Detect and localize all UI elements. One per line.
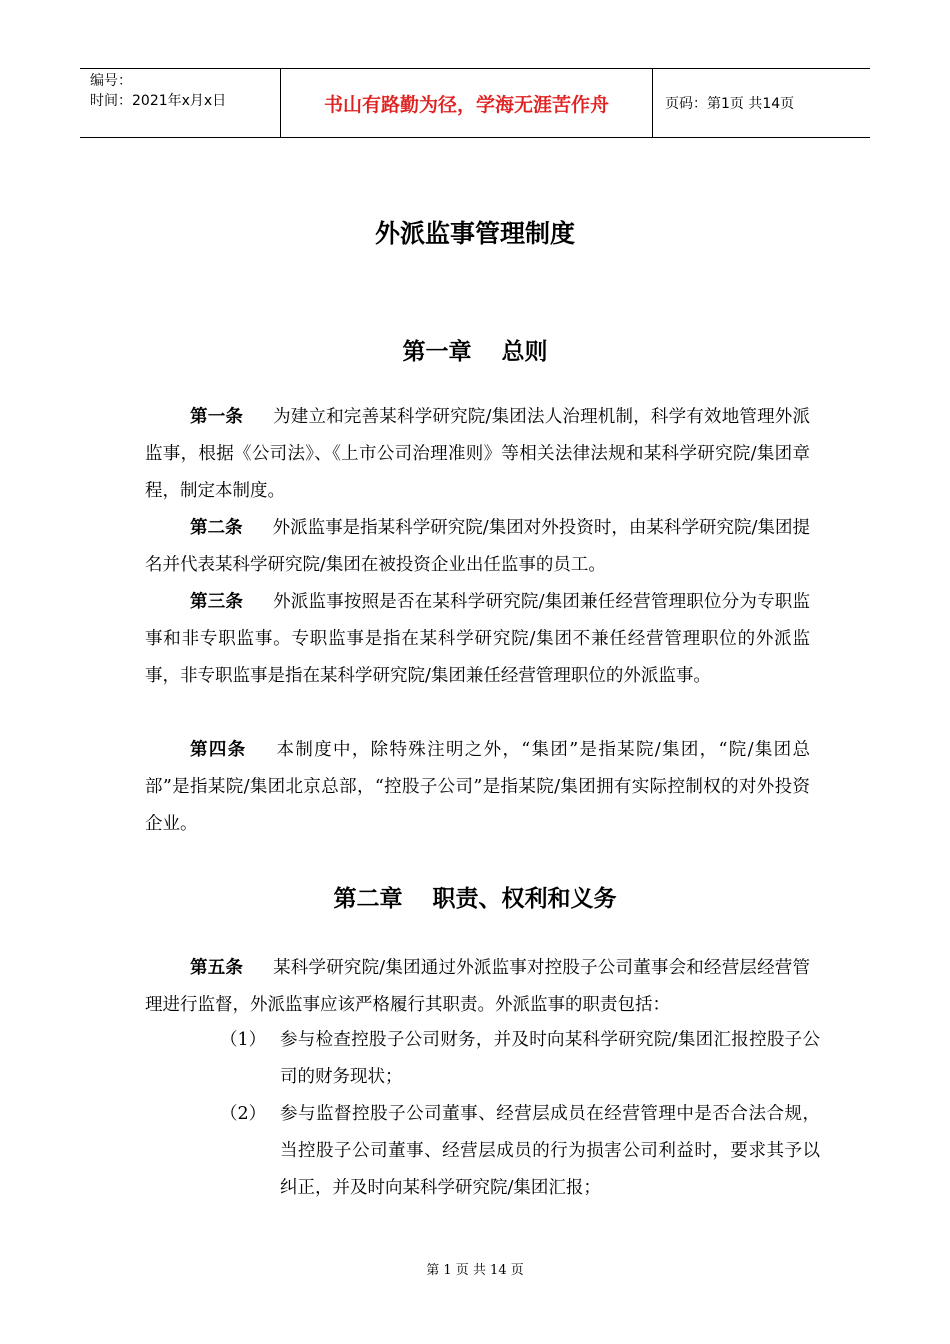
page-footer: 第 1 页 共 14 页 bbox=[426, 1263, 524, 1278]
list-item-2 bbox=[220, 1096, 820, 1207]
item-text: 参与监督控股子公司董事、经营层成员在经营管理中是否合法合规，当控股子公司董事、经营层成员的行为损害公司利益时，要求其予以纠正，并及时向某科学研究院/集团汇报； bbox=[280, 1104, 820, 1198]
article-text: 外派监事按照是否在某科学研究院/集团兼任经营管理职位分为专职监事和非专职监事。专职监事是指在某科学研究院/集团不兼任经营管理职位的外派监事，非专职监事是指在某科学研究院/集团兼任经营管理职位的外派监事。 bbox=[145, 592, 810, 686]
chapter-heading-2 bbox=[0, 880, 950, 913]
chapter-name: 职责、权利和义务 bbox=[432, 886, 617, 912]
article-label: 第四条 bbox=[190, 740, 247, 760]
item-number: （2） bbox=[220, 1104, 267, 1124]
chapter-label: 第一章 bbox=[402, 339, 472, 365]
item-text: 参与检查控股子公司财务，并及时向某科学研究院/集团汇报控股子公司的财务现状； bbox=[280, 1030, 820, 1087]
document-title: 外派监事管理制度 bbox=[374, 219, 575, 248]
article-text: 为建立和完善某科学研究院/集团法人治理机制，科学有效地管理外派监事，根据《公司法》、《上市公司治理准则》等相关法律法规和某科学研究院/集团章程，制定本制度。 bbox=[145, 407, 810, 501]
article-label: 第五条 bbox=[190, 958, 244, 978]
list-item-1 bbox=[220, 1022, 820, 1096]
article-5 bbox=[145, 950, 810, 1024]
article-text: 本制度中，除特殊注明之外，“集团”是指某院/集团，“院/集团总部”是指某院/集团北京总部，“控股子公司”是指某院/集团拥有实际控制权的对外投资企业。 bbox=[145, 740, 811, 834]
article-label: 第二条 bbox=[190, 518, 243, 538]
chapter-heading-1 bbox=[0, 333, 950, 366]
header-page-label: 页码：第1页 共14页 bbox=[665, 96, 795, 112]
header-table bbox=[80, 68, 870, 138]
number-label: 编号： bbox=[90, 73, 132, 89]
header-motto: 书山有路勤为径，学海无涯苦作舟 bbox=[281, 69, 653, 137]
time-label: 时间：2021年x月x日 bbox=[90, 93, 227, 109]
article-2 bbox=[145, 510, 810, 584]
article-3 bbox=[145, 584, 810, 695]
article-1 bbox=[145, 399, 810, 510]
article-label: 第一条 bbox=[190, 407, 244, 427]
article-label: 第三条 bbox=[190, 592, 244, 612]
article-text: 外派监事是指某科学研究院/集团对外投资时，由某科学研究院/集团提名并代表某科学研究院/集团在被投资企业出任监事的员工。 bbox=[145, 518, 810, 575]
item-number: （1） bbox=[220, 1030, 267, 1050]
article-4 bbox=[145, 732, 810, 843]
header-meta-cell bbox=[80, 69, 281, 137]
chapter-name: 总则 bbox=[501, 339, 548, 365]
article-text: 某科学研究院/集团通过外派监事对控股子公司董事会和经营层经营管理进行监督，外派监事应该严格履行其职责。外派监事的职责包括： bbox=[145, 958, 810, 1015]
chapter-label: 第二章 bbox=[333, 886, 403, 912]
